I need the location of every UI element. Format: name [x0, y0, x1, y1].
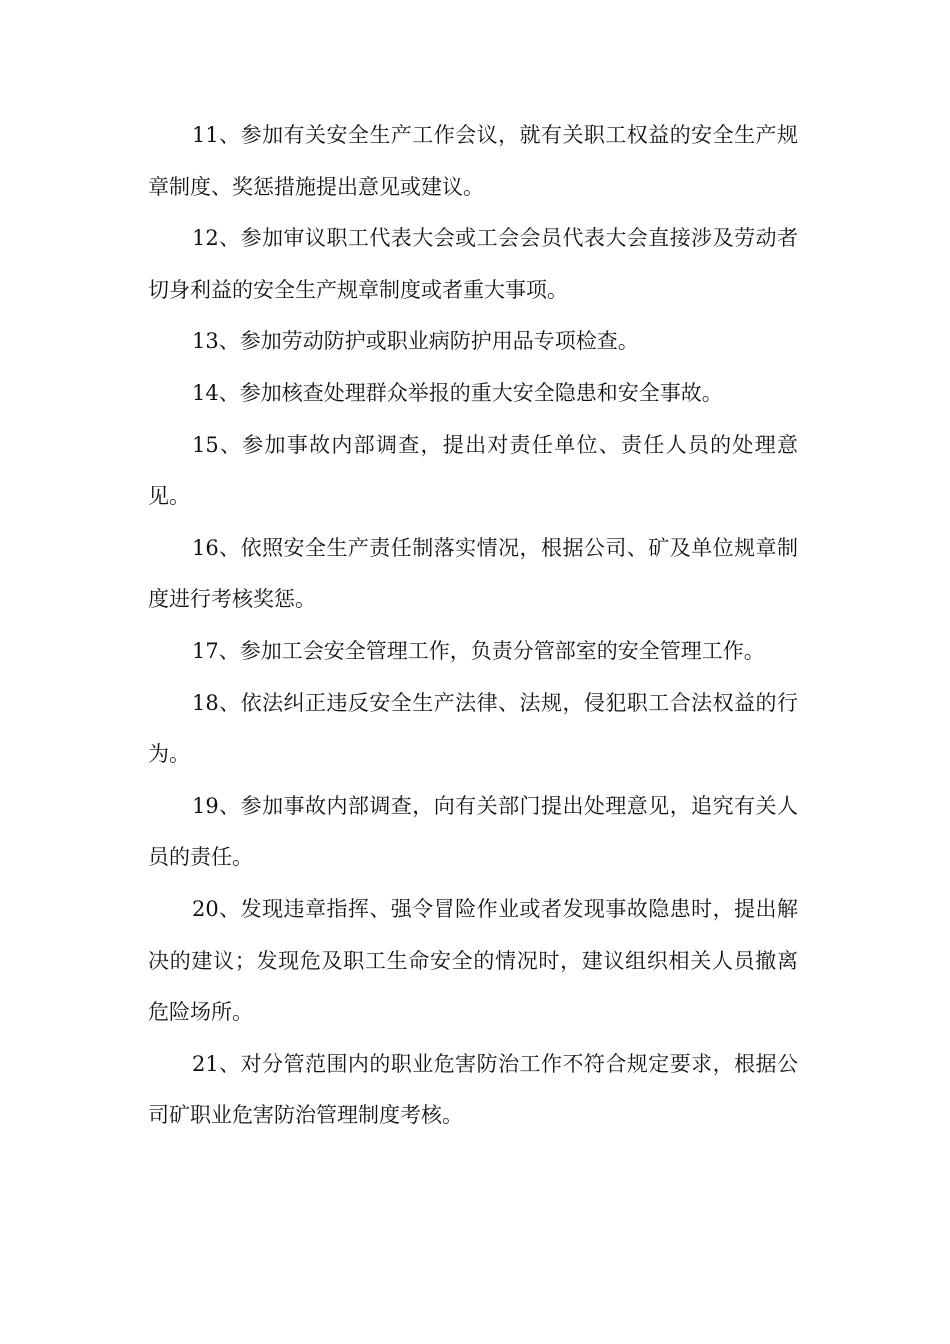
paragraph-item-13: 13、参加劳动防护或职业病防护用品专项检查。: [192, 329, 639, 354]
paragraph-item-11: 11、参加有关安全生产工作会议，就有关职工权益的安全生产规章制度、奖惩措施提出意见或建议。: [148, 123, 798, 199]
paragraph-item-17: 17、参加工会安全管理工作，负责分管部室的安全管理工作。: [192, 638, 765, 663]
paragraph-item-12: 12、参加审议职工代表大会或工会会员代表大会直接涉及劳动者切身利益的安全生产规章制度或者重大事项。: [148, 226, 798, 302]
paragraph-item-20: 20、发现违章指挥、强令冒险作业或者发现事故隐患时，提出解决的建议；发现危及职工生命安全的情况时，建议组织相关人员撤离危险场所。: [148, 896, 798, 1025]
paragraph-item-14: 14、参加核查处理群众举报的重大安全隐患和安全事故。: [192, 380, 723, 405]
paragraph-item-15: 15、参加事故内部调查，提出对责任单位、责任人员的处理意见。: [148, 432, 798, 509]
paragraph-item-18: 18、依法纠正违反安全生产法律、法规，侵犯职工合法权益的行为。: [148, 690, 798, 767]
paragraph-item-19: 19、参加事故内部调查，向有关部门提出处理意见，追究有关人员的责任。: [148, 793, 798, 870]
paragraph-item-16: 16、依照安全生产责任制落实情况，根据公司、矿及单位规章制度进行考核奖惩。: [148, 535, 798, 612]
paragraph-item-21: 21、对分管范围内的职业危害防治工作不符合规定要求，根据公司矿职业危害防治管理制度考核。: [148, 1051, 798, 1128]
document-page: [148, 110, 798, 1142]
